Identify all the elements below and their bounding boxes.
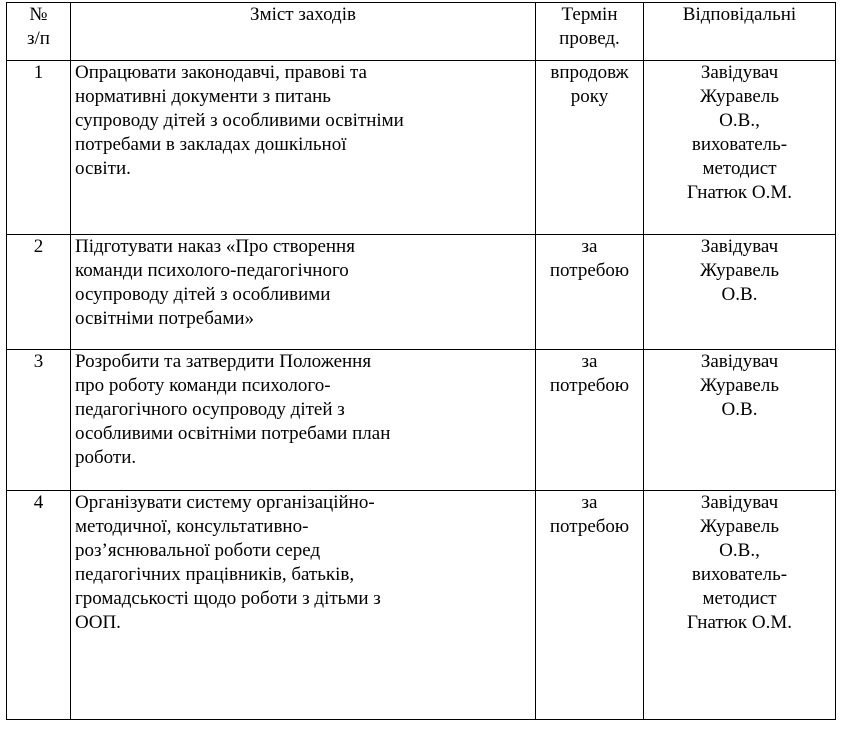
- table-header: [7, 3, 836, 61]
- content-line: особливими освітніми потребами план: [75, 423, 391, 444]
- content-line: про роботу команди психолого-: [75, 375, 331, 396]
- content-line: освіти.: [75, 158, 131, 179]
- table-body: [7, 61, 836, 720]
- term-line: потребою: [549, 260, 630, 281]
- row-number: 3: [7, 350, 71, 491]
- content-line: роботи.: [75, 447, 137, 468]
- content-line: педагогічного осупроводу дітей з: [75, 399, 345, 420]
- row-term: [536, 61, 644, 235]
- responsible-line: О.В.: [721, 284, 758, 305]
- responsible-line: Журавель: [700, 516, 779, 537]
- row-term: [536, 491, 644, 720]
- content-line: Розробити та затвердити Положення: [75, 351, 372, 372]
- term-line: впродовж: [550, 62, 629, 83]
- header-number-symbol: №: [29, 4, 48, 25]
- responsible-line: О.В.: [721, 399, 758, 420]
- responsible-line: Гнатюк О.М.: [687, 612, 792, 633]
- header-term-line2: провед.: [559, 28, 620, 49]
- header-term-line1: Термін: [561, 4, 618, 25]
- content-line: ООП.: [75, 612, 121, 633]
- responsible-line: Гнатюк О.М.: [687, 182, 792, 203]
- content-line: Опрацювати законодавчі, правові та: [75, 62, 367, 83]
- term-line: за: [581, 236, 598, 257]
- header-responsible: Відповідальні: [644, 3, 836, 61]
- header-row: [7, 3, 836, 61]
- table-row: [7, 350, 836, 491]
- row-number: 4: [7, 491, 71, 720]
- row-term: [536, 235, 644, 350]
- responsible-line: методист: [702, 588, 777, 609]
- row-content: [71, 235, 536, 350]
- row-responsible: [644, 491, 836, 720]
- responsible-line: Журавель: [700, 375, 779, 396]
- row-number: 2: [7, 235, 71, 350]
- content-line: методичної, консультативно-: [75, 516, 309, 537]
- term-line: року: [570, 86, 609, 107]
- responsible-line: О.В.,: [719, 540, 760, 561]
- row-responsible: [644, 235, 836, 350]
- term-line: за: [581, 351, 598, 372]
- content-line: супроводу дітей з особливими освітніми: [75, 110, 404, 131]
- header-number: [7, 3, 71, 61]
- activities-table: [6, 2, 836, 720]
- responsible-line: Завідувач: [700, 351, 779, 372]
- responsible-line: вихователь-: [691, 564, 788, 585]
- term-line: потребою: [549, 516, 630, 537]
- responsible-line: Журавель: [700, 86, 779, 107]
- content-line: нормативні документи з питань: [75, 86, 331, 107]
- term-line: потребою: [549, 375, 630, 396]
- responsible-line: О.В.,: [719, 110, 760, 131]
- row-content: [71, 61, 536, 235]
- term-line: за: [581, 492, 598, 513]
- content-line: Організувати систему організаційно-: [75, 492, 375, 513]
- responsible-line: методист: [702, 158, 777, 179]
- content-line: Підготувати наказ «Про створення: [75, 236, 355, 257]
- table-row: [7, 491, 836, 720]
- responsible-line: Завідувач: [700, 62, 779, 83]
- content-line: педагогічних працівників, батьків,: [75, 564, 355, 585]
- row-responsible: [644, 350, 836, 491]
- responsible-line: вихователь-: [691, 134, 788, 155]
- content-line: роз’яснювальної роботи серед: [75, 540, 321, 561]
- header-content: Зміст заходів: [71, 3, 536, 61]
- row-number: 1: [7, 61, 71, 235]
- row-content: [71, 491, 536, 720]
- row-content: [71, 350, 536, 491]
- header-number-abbrev: з/п: [27, 28, 50, 49]
- content-line: осупроводу дітей з особливими: [75, 284, 331, 305]
- table-row: [7, 61, 836, 235]
- row-term: [536, 350, 644, 491]
- content-line: команди психолого-педагогічного: [75, 260, 349, 281]
- content-line: освітніми потребами»: [75, 308, 255, 329]
- responsible-line: Завідувач: [700, 492, 779, 513]
- row-responsible: [644, 61, 836, 235]
- responsible-line: Завідувач: [700, 236, 779, 257]
- content-line: потребами в закладах дошкільної: [75, 134, 347, 155]
- header-term: [536, 3, 644, 61]
- content-line: громадськості щодо роботи з дітьми з: [75, 588, 381, 609]
- table-row: [7, 235, 836, 350]
- responsible-line: Журавель: [700, 260, 779, 281]
